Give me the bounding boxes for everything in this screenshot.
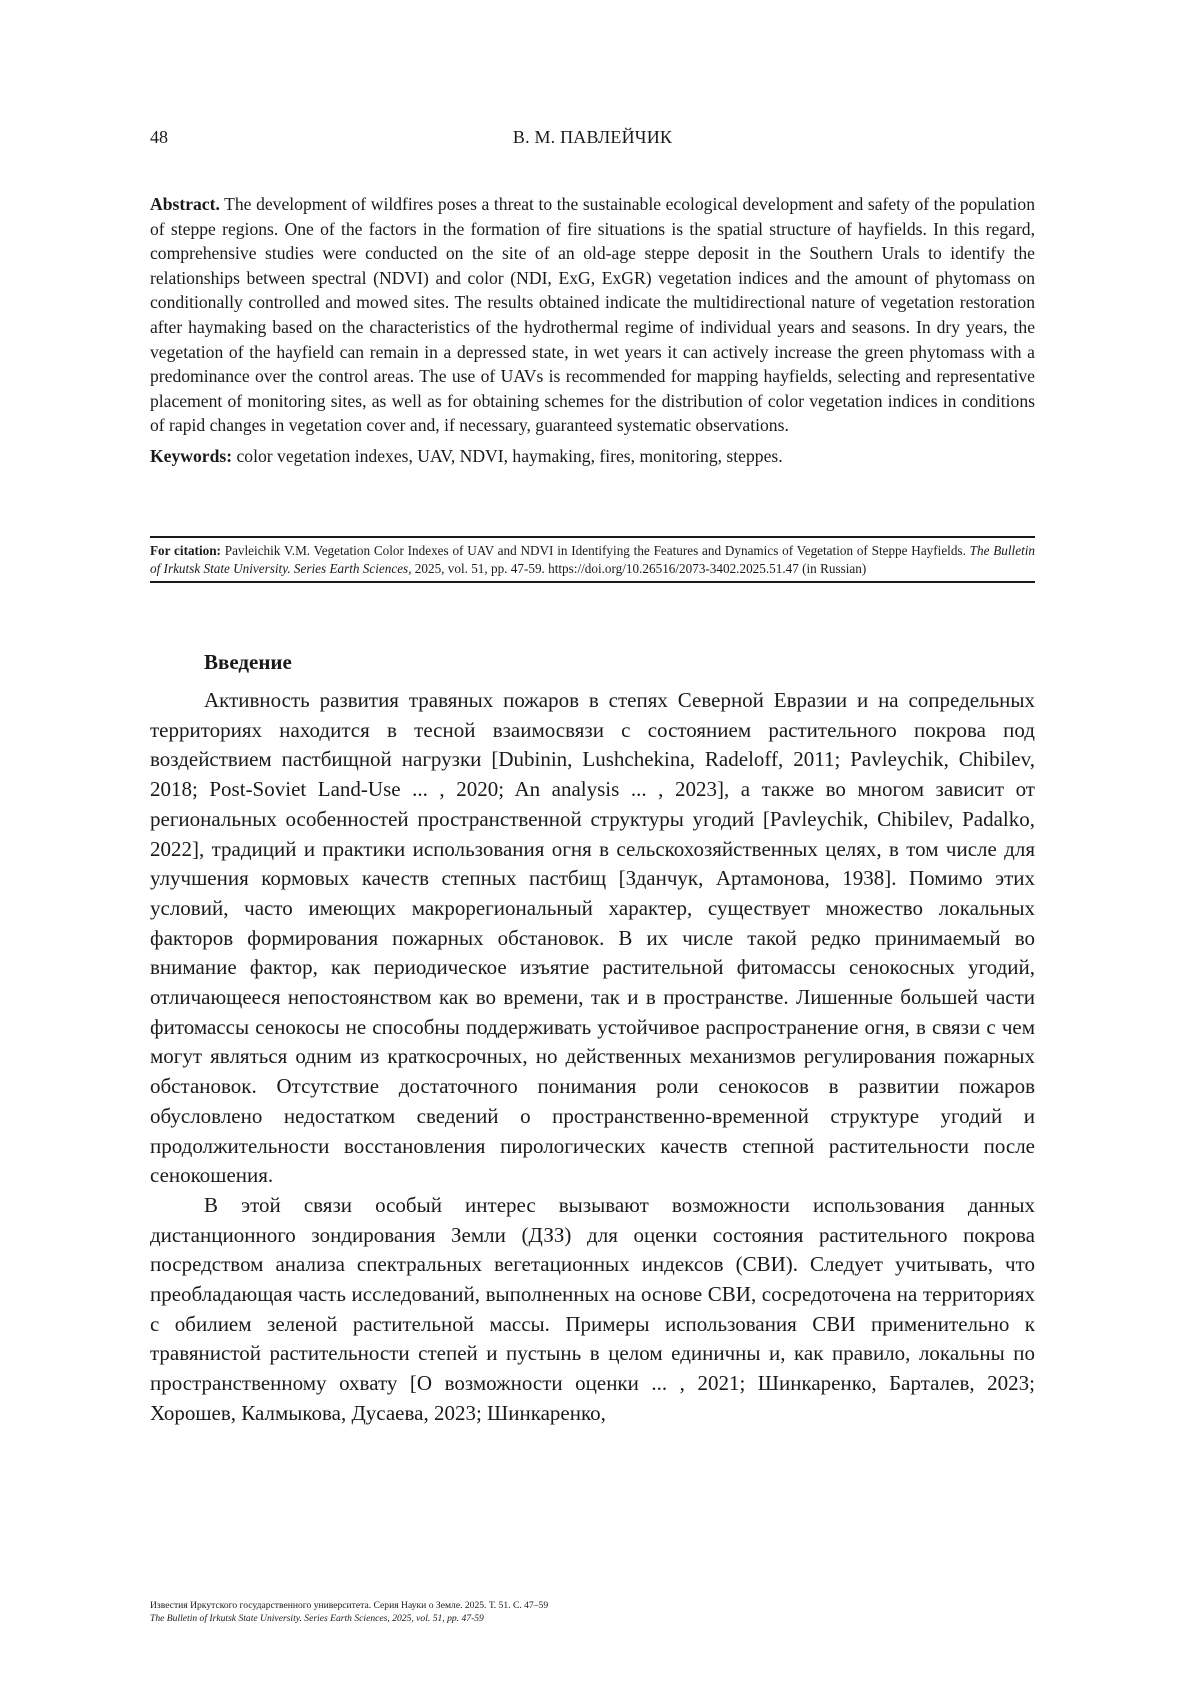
citation-label: For citation: — [150, 543, 221, 558]
footer-ru: Известия Иркутского государственного университета. Серия Науки о Земле. 2025. Т. 51. С. 47–59 — [150, 1600, 549, 1611]
intro-paragraph-2: В этой связи особый интерес вызывают возможности использования данных дистанционного зондирования Земли (ДЗЗ) для оценки состояния растительного покрова посредством анализа спектральных вегетационных индексов (СВИ). Следует учитывать, что преобладающая часть исследований, выполненных на основе СВИ, сосредоточена на территориях с обилием зеленой растительной массы. Примеры использования СВИ применительно к травянистой растительности степей и пустынь в целом единичны и, как правило, локальны по пространственному охвату [О возможности оценки ... , 2021; Шинкаренко, Барталев, 2023; Хорошев, Калмыкова, Дусаева, 2023; Шинкаренко, — [150, 1192, 1035, 1425]
running-head — [150, 127, 1035, 151]
abstract-section — [150, 192, 1035, 469]
running-title: В. М. ПАВЛЕЙЧИК — [512, 127, 673, 147]
intro-body — [150, 686, 1035, 1429]
page-footer — [150, 1600, 1035, 1625]
keywords-paragraph — [150, 444, 1035, 469]
intro-paragraph-1: Активность развития травяных пожаров в степях Северной Евразии и на сопредельных территориях находится в тесной взаимосвязи с состоянием растительного покрова под воздействием пастбищной нагрузки [Dubinin, Lushchekina, Radeloff, 2011; Pavleychik, Chibilev, 2018; Post-Soviet Land-Use ... , 2020; An analysis ... , 2023], а также во многом зависит от региональных особенностей пространственной структуры угодий [Pavleychik, Chibilev, Padalko, 2022], традиций и практики использования огня в сельскохозяйственных целях, в том числе для улучшения кормовых качеств степных пастбищ [Зданчук, Артамонова, 1938]. Помимо этих условий, часто имеющих макрорегиональный характер, существует множество локальных факторов формирования пожарных обстановок. В их числе такой редко принимаемый во внимание фактор, как периодическое изъятие растительной фитомассы сенокосных угодий, отличающееся непостоянством как во времени, так и в пространстве. Лишенные большей части фитомассы сенокосы не способны поддерживать устойчивое распространение огня, в связи с чем могут являться одним из краткосрочных, но действенных механизмов регулирования пожарных обстановок. Отсутствие достаточного понимания роли сенокосов в развитии пожаров обусловлено недостатком сведений о пространственно-временной структуре угодий и продолжительности восстановления пирологических качеств степной растительности после сенокошения. — [150, 688, 1035, 1188]
journal-page — [150, 0, 1035, 1705]
footer-en: The Bulletin of Irkutsk State University. Series Earth Sciences, 2025, vol. 51, pp. 47-59 — [150, 1612, 484, 1624]
citation-text: Pavleichik V.M. Vegetation Color Indexes of UAV and NDVI in Identifying the Features and Dynamics of Vegetation of Steppe Hayfields. — [224, 543, 966, 558]
abstract-paragraph — [150, 192, 1035, 438]
citation-details: 2025, vol. 51, pp. 47-59. https://doi.org/10.26516/2073-3402.2025.51.47 (in Russian) — [414, 561, 867, 577]
abstract-label: Abstract. — [150, 194, 220, 214]
citation-journal: The Bulletin of Irkutsk State University. Series Earth Sciences, — [150, 543, 1035, 577]
page-number: 48 — [150, 127, 168, 147]
abstract-text: The development of wildfires poses a threat to the sustainable ecological development and safety of the population of steppe regions. One of the factors in the formation of fire situations is the spatial structure of hayfields. In this regard, comprehensive studies were conducted on the site of an old-age steppe deposit in the Southern Urals to identify the relationships between spectral (NDVI) and color (NDI, ExG, ExGR) vegetation indices and the amount of phytomass on conditionally controlled and mowed sites. The results obtained indicate the multidirectional nature of vegetation restoration after haymaking based on the characteristics of the hydrothermal regime of individual years and seasons. In dry years, the vegetation of the hayfield can remain in a depressed state, in wet years it can actively increase the green phytomass with a predominance over the control areas. The use of UAVs is recommended for mapping hayfields, selecting and representative placement of monitoring sites, as well as for obtaining schemes for the distribution of color vegetation indices in conditions of rapid changes in vegetation cover and, if necessary, guaranteed systematic observations. — [150, 194, 1035, 436]
citation-box — [150, 536, 1035, 583]
keywords-text: color vegetation indexes, UAV, NDVI, haymaking, fires, monitoring, steppes. — [236, 445, 783, 466]
keywords-label: Keywords: — [150, 445, 233, 466]
section-heading: Введение — [204, 650, 292, 674]
